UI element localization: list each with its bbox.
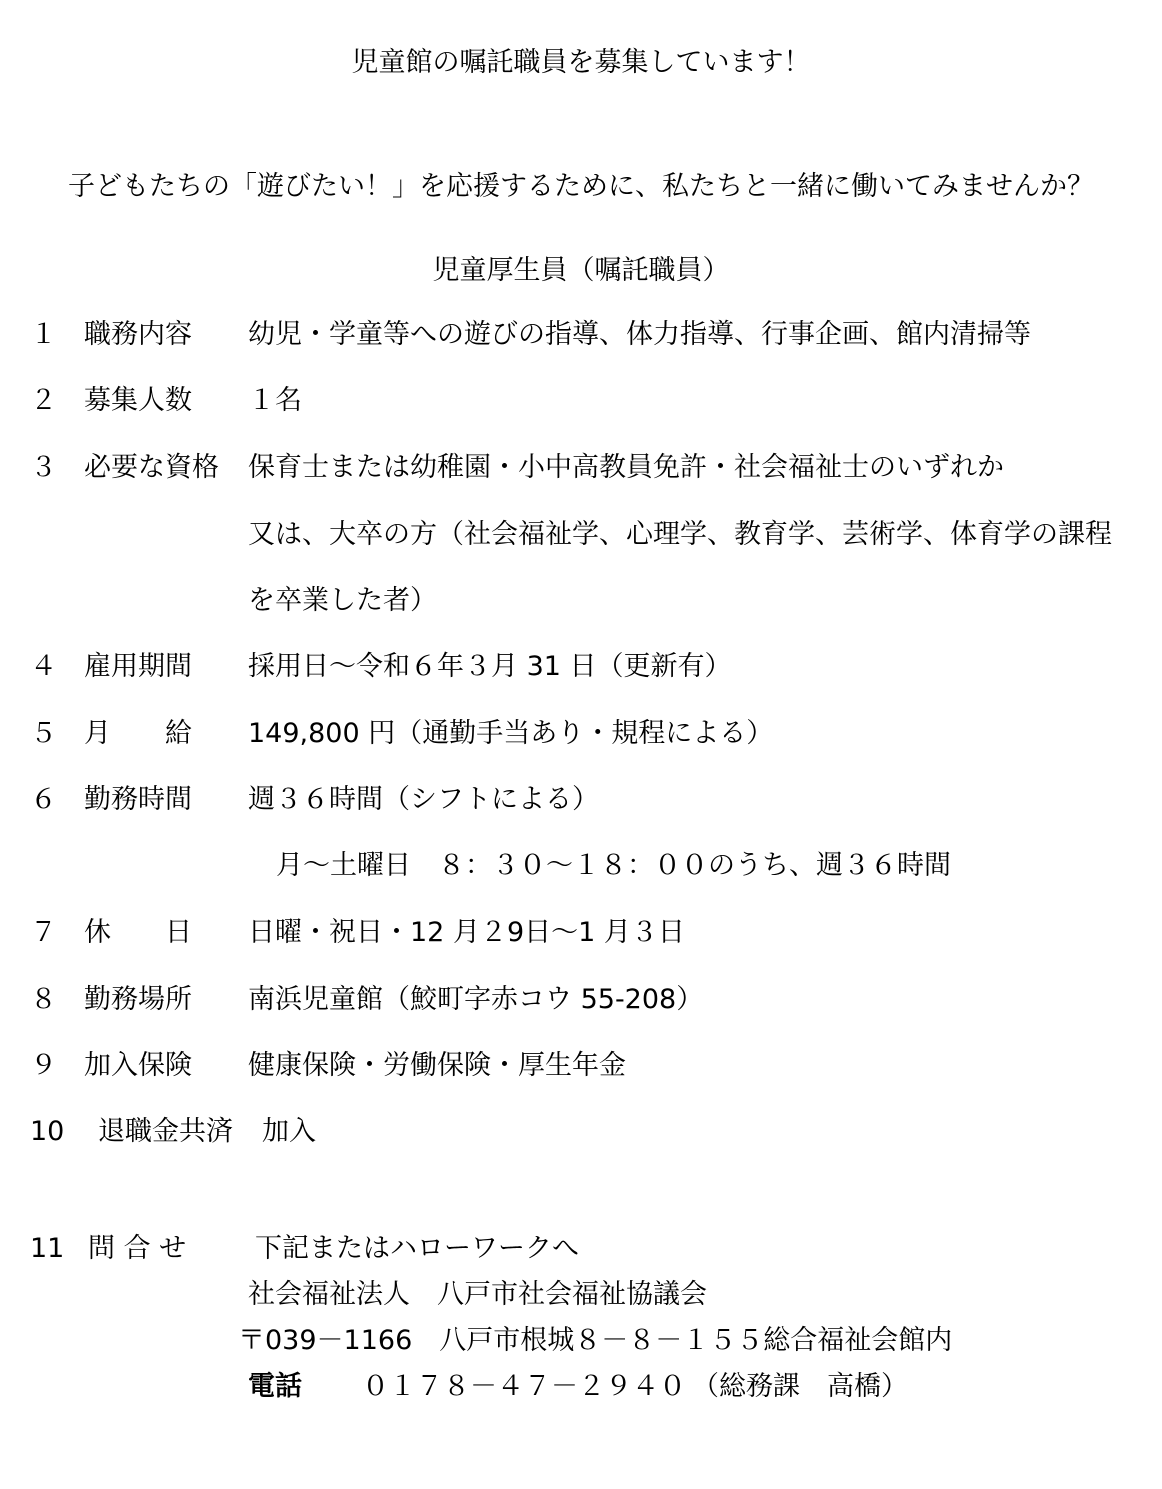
item-text-continued: 又は、大卒の方（社会福祉学、心理学、教育学、芸術学、体育学の課程 <box>248 519 1112 550</box>
item-number: 10 <box>30 1116 65 1147</box>
organization-name: 社会福祉法人 八戸市社会福祉協議会 <box>248 1279 707 1310</box>
item-number: ７ <box>30 917 57 948</box>
item-text: 149,800 円（通勤手当あり・規程による） <box>248 718 774 749</box>
item-text: 南浜児童館（鮫町字赤コウ 55-208） <box>248 984 704 1015</box>
item-text: 保育士または幼稚園・小中高教員免許・社会福祉士のいずれか <box>248 452 1004 483</box>
item-text: 採用日～令和６年３月 31 日（更新有） <box>248 651 732 682</box>
lead-text: 子どもたちの「遊びたい！」を応援するために、私たちと一緒に働いてみませんか？ <box>68 171 1094 202</box>
item-text: 加入 <box>262 1116 316 1147</box>
phone-note: （総務課 高橋） <box>692 1371 908 1402</box>
item-label: 休 日 <box>84 917 192 948</box>
item-label: 退職金共済 <box>98 1116 233 1147</box>
phone-number: ０１７８－４７－２９４０ <box>362 1371 686 1402</box>
item-number: ３ <box>30 452 57 483</box>
item-text-continued: を卒業した者） <box>248 585 437 616</box>
item-number: 11 <box>30 1233 65 1264</box>
item-label: 必要な資格 <box>84 452 219 483</box>
item-text: 日曜・祝日・12 月２9日～1 月３日 <box>248 917 685 948</box>
item-label: 月 給 <box>84 718 192 749</box>
item-number: ５ <box>30 718 57 749</box>
item-text: 週３６時間（シフトによる） <box>248 784 599 815</box>
item-label: 職務内容 <box>84 319 192 350</box>
item-label: 募集人数 <box>84 385 192 416</box>
item-number: １ <box>30 319 57 350</box>
title: 児童館の嘱託職員を募集しています！ <box>351 47 811 78</box>
item-label: 問 合 せ <box>88 1233 187 1264</box>
item-number: ８ <box>30 984 57 1015</box>
item-label: 勤務場所 <box>84 984 192 1015</box>
item-text: 幼児・学童等への遊びの指導、体力指導、行事企画、館内清掃等 <box>248 319 1031 350</box>
item-text: 下記またはハローワークへ <box>255 1233 579 1264</box>
item-label: 勤務時間 <box>84 784 192 815</box>
item-number: ４ <box>30 651 57 682</box>
position-title: 児童厚生員（嘱託職員） <box>432 255 730 286</box>
item-text-continued: 月～土曜日 ８：３０～１８：００のうち、週３６時間 <box>276 850 951 881</box>
item-label: 加入保険 <box>84 1050 192 1081</box>
item-number: ２ <box>30 385 57 416</box>
item-text: 健康保険・労働保険・厚生年金 <box>248 1050 626 1081</box>
item-number: ９ <box>30 1050 57 1081</box>
item-text: １名 <box>248 385 302 416</box>
address: 〒039－1166 八戸市根城８－８－１５５総合福祉会館内 <box>238 1325 953 1356</box>
phone-label: 電話 <box>248 1371 302 1402</box>
item-label: 雇用期間 <box>84 651 192 682</box>
item-number: ６ <box>30 784 57 815</box>
